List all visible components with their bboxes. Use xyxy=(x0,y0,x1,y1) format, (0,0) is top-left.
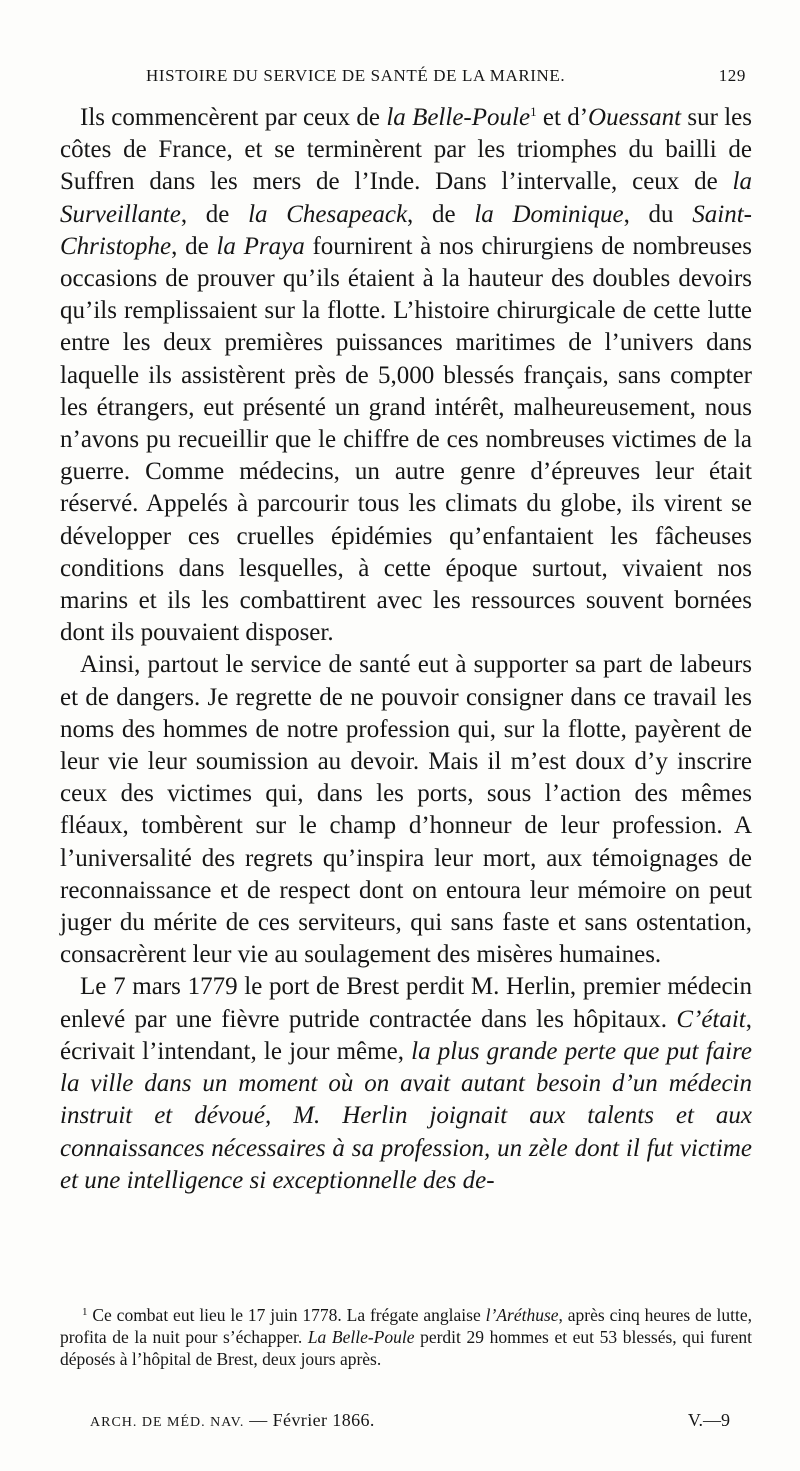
journal-abbreviation: ARCH. DE MÉD. NAV. xyxy=(90,1415,245,1430)
footnote xyxy=(60,1304,752,1370)
text-run: , de xyxy=(180,200,249,228)
italic-text: la plus grande perte que put faire la ville dans un moment où on avait autant besoin d’un médecin instruit et dévoué, M. Herlin joignait aux talents et aux connaissances nécessaires à sa profession, un zèle dont il fut victime et une intelligence si exceptionnelle des de- xyxy=(60,1037,752,1194)
text-run: Ce combat eut lieu le 17 juin 1778. La frégate anglaise xyxy=(87,1304,486,1325)
text-run: , après cinq heures de lutte, profita de la nuit pour s’échapper. xyxy=(60,1304,752,1347)
text-run: fournirent à nos chirurgiens de nombreuses occasions de prouver qu’ils étaient à la hauteur des doubles devoirs qu’ils remplissaient sur la flotte. L’histoire chirurgicale de cette lutte entre les deux premières puissances maritimes de l’univers dans laquelle ils assistèrent près de 5,000 blessés français, sans compter les étrangers, eut présenté un grand intérêt, malheureusement, nous n’avons pu recueillir que le chiffre de ces nombreuses victimes de la guerre. Comme médecins, un autre genre d’épreuves leur était réservé. Appelés à parcourir tous les climats du globe, ils virent se développer ces cruelles épidémies qu’enfantaient les fâcheuses conditions dans lesquelles, à cette époque surtout, vivaient nos marins et ils les combattirent avec les ressources souvent bornées dont ils pouvaient disposer. xyxy=(60,232,752,647)
paragraph xyxy=(60,649,752,971)
italic-text: la Dominique xyxy=(474,200,624,228)
text-run: sur les côtes de France, et se terminèrent par les triomphes du bailli de Suffren dans les mers de l’Inde. Dans l’intervalle, ceux de xyxy=(60,104,752,196)
italic-text: la Belle-Poule xyxy=(386,104,531,131)
body-text xyxy=(60,102,752,1197)
text-run: , de xyxy=(407,200,475,228)
text-run: , écrivait l’intendant, le jour même, xyxy=(60,1005,752,1065)
text-run: et d’ xyxy=(536,104,589,131)
page-number: 129 xyxy=(718,66,746,85)
text-run: Ils commencèrent par ceux de xyxy=(80,104,387,131)
italic-text: la Praya xyxy=(216,232,305,260)
footnote-marker: 1 xyxy=(530,104,537,119)
running-head-title: HISTOIRE DU SERVICE DE SANTÉ DE LA MARINE. xyxy=(146,66,566,85)
signature-mark: V.—9 xyxy=(687,1410,730,1430)
paragraph xyxy=(60,102,752,649)
italic-text: La Belle-Poule xyxy=(307,1326,415,1347)
paragraph xyxy=(60,971,752,1196)
text-run: , du xyxy=(623,200,693,228)
italic-text: la Chesapeack xyxy=(248,200,408,228)
italic-text: la Surveillante xyxy=(60,168,752,228)
issue-date: Février 1866. xyxy=(272,1410,375,1430)
italic-text: l’Aréthuse xyxy=(485,1304,559,1325)
text-run: perdit 29 hommes et eut 53 blessés, qui furent déposés à l’hôpital de Brest, deux jours après. xyxy=(60,1326,752,1369)
italic-text: C’était xyxy=(676,1005,746,1033)
running-head xyxy=(146,66,746,94)
text-run: Le 7 mars 1779 le port de Brest perdit M. Herlin, premier médecin enlevé par une fièvre putride contractée dans les hôpitaux. xyxy=(60,973,752,1033)
footnote-marker: 1 xyxy=(82,1305,88,1318)
footer-left xyxy=(90,1410,375,1431)
footer-dash: — xyxy=(249,1410,268,1430)
text-run: , de xyxy=(171,232,217,260)
page-footer xyxy=(90,1410,730,1440)
text-run: Ainsi, partout le service de santé eut à supporter sa part de labeurs et de dangers. Je regrette de ne pouvoir consigner dans ce travail les noms des hommes de notre profession qui, sur la flotte, payèrent de leur vie leur soumission au devoir. Mais il m’est doux d’y inscrire ceux des victimes qui, dans les ports, sous l’action des mêmes fléaux, tombèrent sur le champ d’honneur de leur profession. A l’universalité des regrets qu’inspira leur mort, aux témoignages de reconnaissance et de respect dont on entoura leur mémoire on peut juger du mérite de ces serviteurs, qui sans faste et sans ostentation, consacrèrent leur vie au soulagement des misères humaines. xyxy=(60,651,752,969)
italic-text: Ouessant xyxy=(588,104,682,131)
italic-text: Saint-Christophe xyxy=(60,200,752,260)
